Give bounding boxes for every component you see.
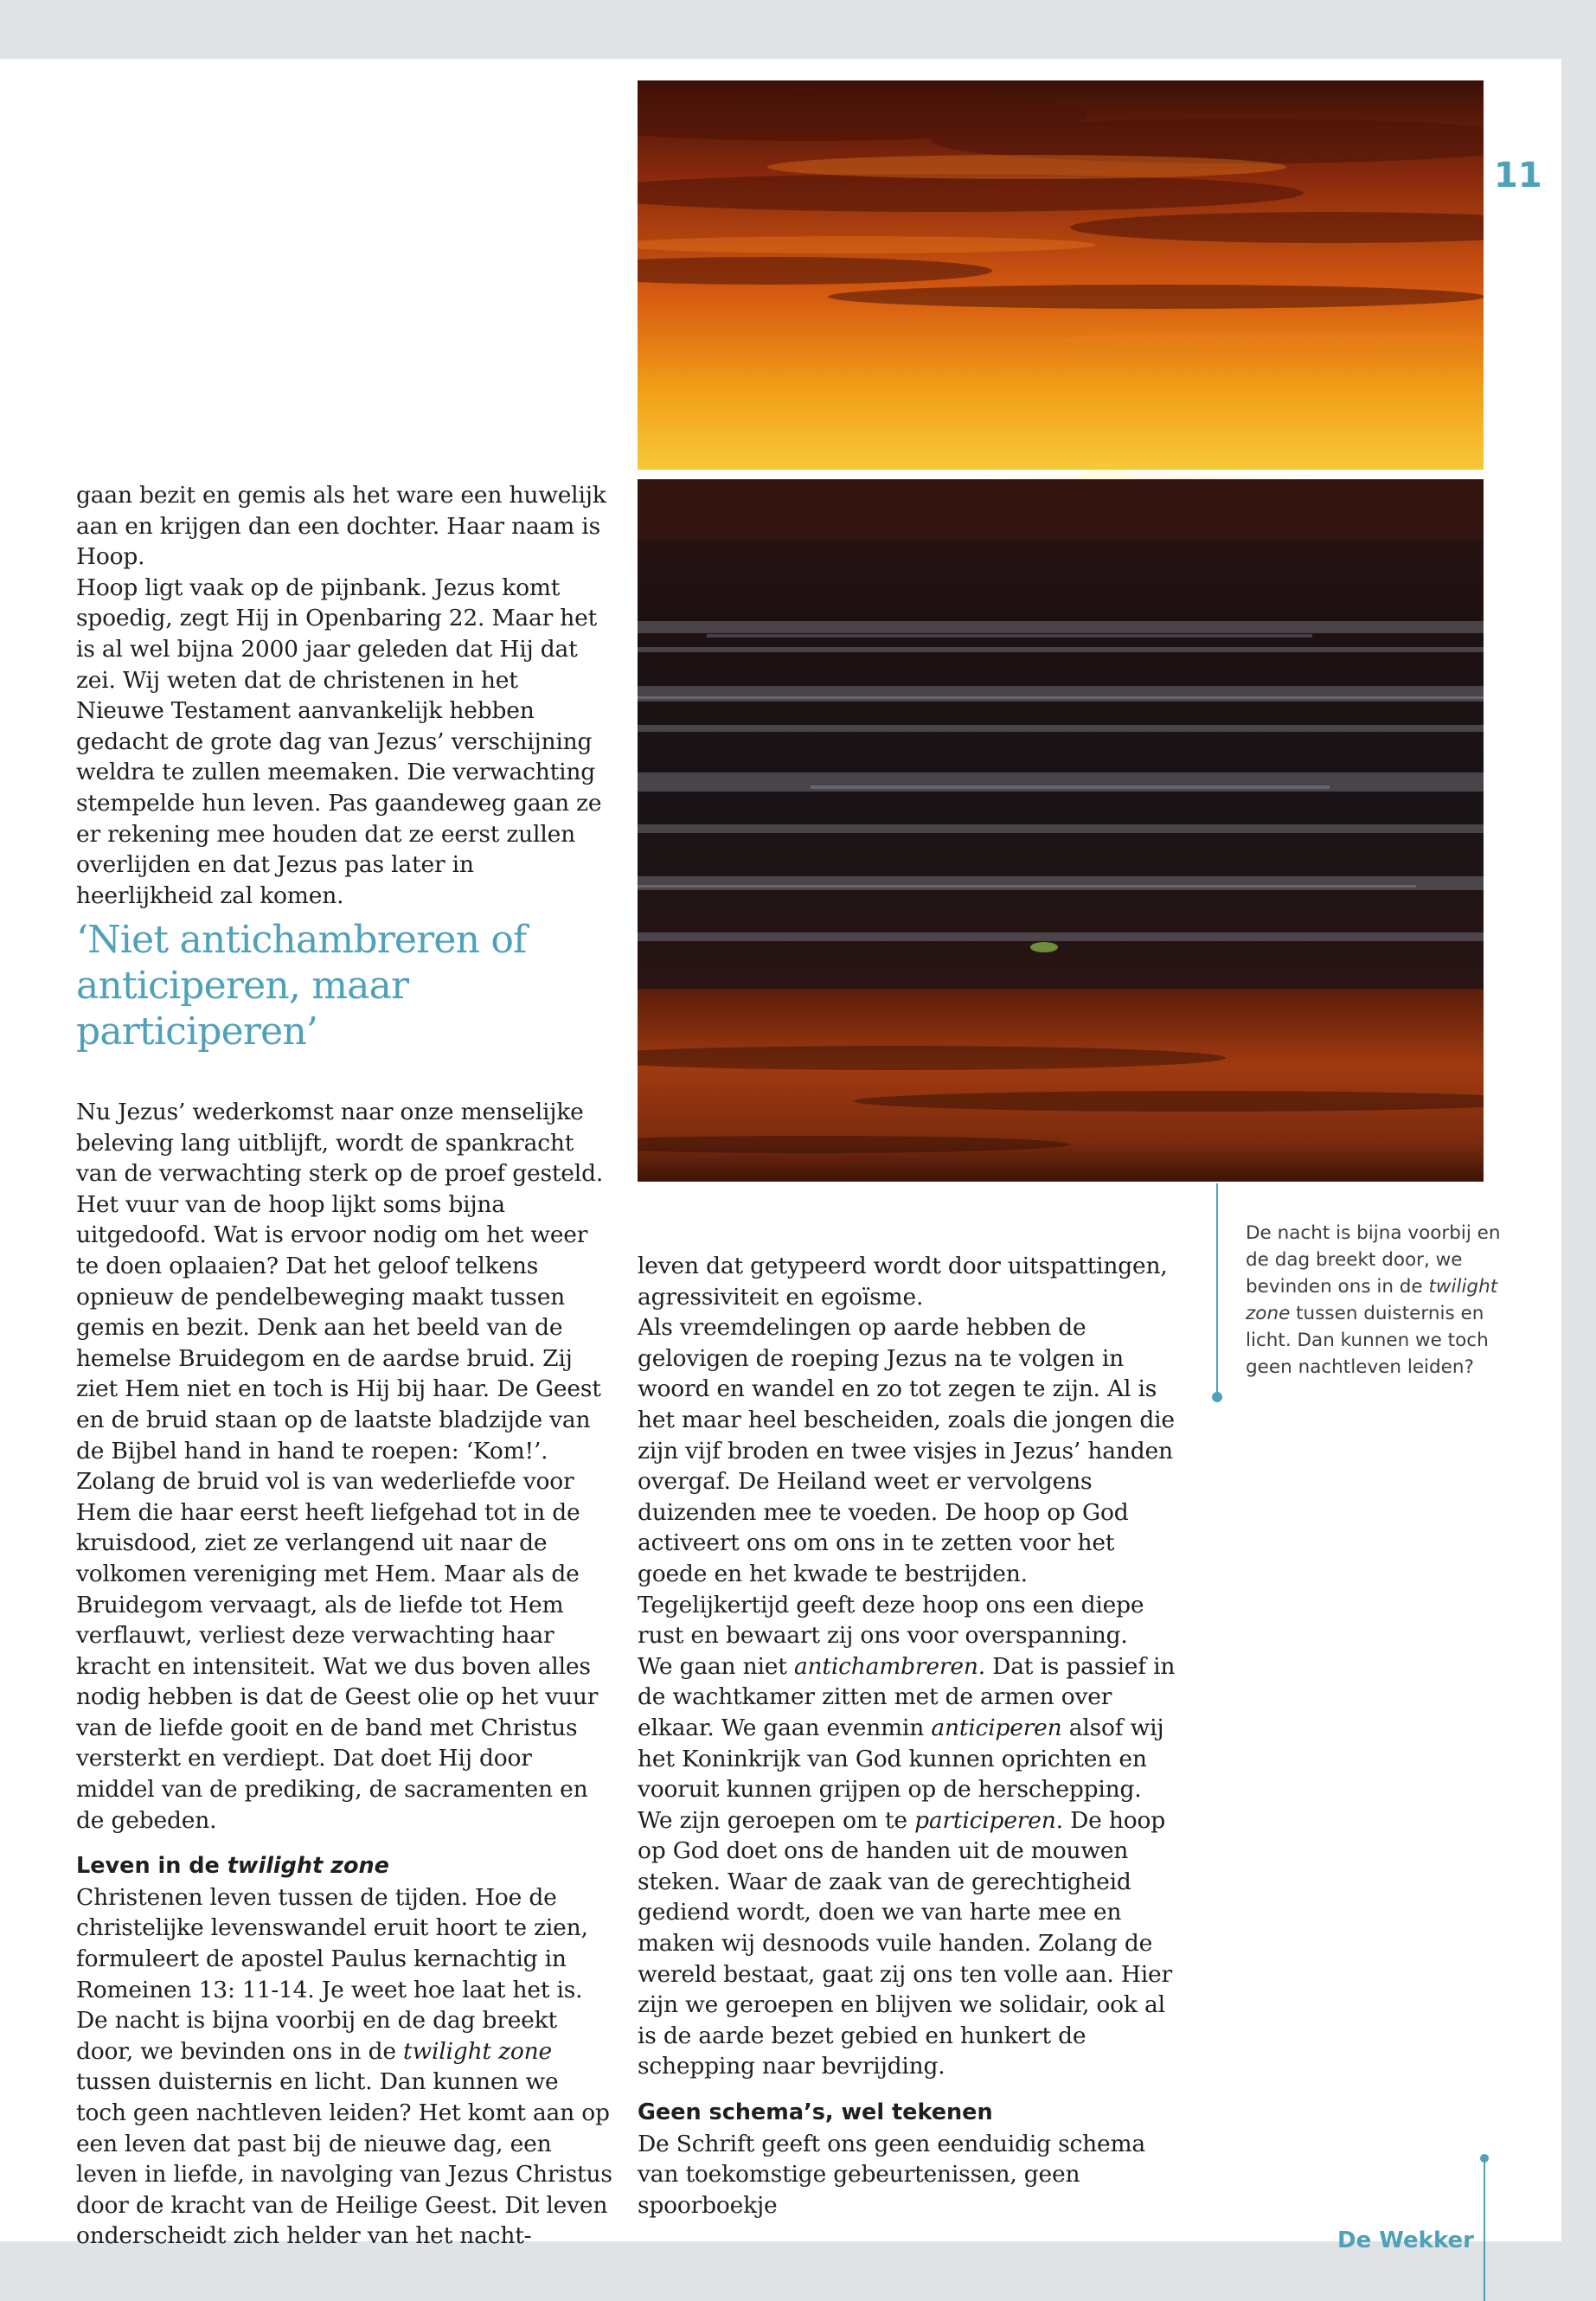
italic-text: participeren: [914, 1806, 1056, 1834]
heading-text: Leven in de: [76, 1853, 228, 1880]
paragraph: [638, 1651, 1178, 2082]
text-run: De nacht is bijna voorbij en de dag breekt door, we bevinden ons in de: [1246, 1222, 1501, 1298]
sunset-photo: [638, 80, 1484, 1182]
magazine-brand: De Wekker: [1337, 2227, 1474, 2253]
sidebar-text: [1246, 1220, 1505, 1381]
text-run: We gaan niet: [638, 1652, 794, 1680]
pull-quote: ‘Niet antichambreren of anticiperen, maar participeren’: [76, 918, 527, 1054]
text-run: tussen duisternis en licht. Dan kunnen we toch geen nachtleven leiden?: [1246, 1303, 1489, 1378]
paragraph: Hoop ligt vaak op de pijnbank. Jezus komt spoedig, zegt Hij in Openbaring 22. Maar het is al wel bijna 2000 jaar geleden dat Hij dat zei. Wij weten dat de christenen in het Nieuwe Testament aanvankelijk hebben gedacht de grote dag van Jezus’ verschijning weldra te zullen meemaken. Die verwachting stempelde hun leven. Pas gaandeweg gaan ze er rekening mee houden dat ze eerst zullen overlijden en dat Jezus pas later in heerlijkheid zal komen.: [76, 574, 602, 909]
column-1-bottom: [76, 1097, 612, 2252]
italic-text: antichambreren: [793, 1652, 978, 1680]
text-run: . Dat is passief in de wachtkamer zitten met de armen over elkaar. We gaan evenmin: [638, 1652, 1176, 1741]
italic-text: twilight zone: [403, 2037, 552, 2065]
text-run: alsof wij het Koninkrijk van God kunnen oprichten en vooruit kunnen grijpen op de herschepping. We zijn geroepen om te: [638, 1714, 1164, 1834]
footer-rule: [1484, 2159, 1485, 2301]
footer-dot: [1480, 2154, 1489, 2163]
section-heading: [76, 1851, 612, 1882]
paragraph: Als vreemdelingen op aarde hebben de gelovigen de roeping Jezus na te volgen in woord en wandel en zo tot zegen te zijn. Al is het maar heel bescheiden, zoals die jongen die zijn vijf broden en twee visjes in Jezus’ handen overgaf. De Heiland weet er vervolgens duizenden mee te voeden. De hoop op God activeert ons om ons in te zetten voor het goede en het kwade te bestrijden. Tegelijkertijd geeft deze hoop ons een diepe rust en bewaart zij ons voor overspanning.: [638, 1314, 1175, 1650]
page-number: 11: [1494, 156, 1542, 195]
italic-text: twilight zone: [1246, 1276, 1498, 1324]
sidebar-quote: [1246, 1220, 1505, 1381]
paragraph: leven dat getypeerd wordt door uitspattingen, agressiviteit en egoïsme.: [638, 1253, 1168, 1311]
heading-italic-text: twilight zone: [227, 1853, 389, 1880]
paragraph: gaan bezit en gemis als het ware een huwelijk aan en krijgen dan een dochter. Haar naam is Hoop.: [76, 482, 606, 571]
text-run: tussen duisternis en licht. Dan kunnen we toch geen nachtleven leiden? Het komt aan op een leven dat past bij de nieuwe dag, een leven in liefde, in navolging van Jezus Christus door de kracht van de Heilige Geest. Dit leven onderscheidt zich helder van het nacht-: [76, 2068, 612, 2250]
sidebar-rule: [1216, 1183, 1218, 1399]
italic-text: anticiperen: [931, 1714, 1062, 1741]
paragraph: Nu Jezus’ wederkomst naar onze menselijke beleving lang uitblijft, wordt de spankracht van de verwachting sterk op de proef gesteld. Het vuur van de hoop lijkt soms bijna uitgedoofd. Wat is ervoor nodig om het weer te doen oplaaien? Dat het geloof telkens opnieuw de pendelbeweging maakt tussen gemis en bezit. Denk aan het beeld van de hemelse Bruidegom en de aardse bruid. Zij ziet Hem niet en toch is Hij bij haar. De Geest en de bruid staan op de laatste bladzijde van de Bijbel hand in hand te roepen: ‘Kom!’. Zolang de bruid vol is van wederliefde voor Hem die haar eerst heeft liefgehad tot in de kruisdood, ziet ze verlangend uit naar de volkomen vereniging met Hem. Maar als de Bruidegom vervaagt, als de liefde tot Hem verflauwt, verliest deze verwachting haar kracht en intensiteit. Wat we dus boven alles nodig hebben is dat de Geest olie op het vuur van de liefde gooit en de band met Christus versterkt en verdiept. Dat doet Hij door middel van de prediking, de sacramenten en de gebeden.: [76, 1099, 604, 1834]
text-run: Christenen leven tussen de tijden. Hoe de christelijke levenswandel eruit hoort te zien, formuleert de apostel Paulus kernachtig in Romeinen 13: 11-14. Je weet hoe laat het is. De nacht is bijna voorbij en de dag breekt door, we bevinden ons in de: [76, 1883, 588, 2065]
column-2: [638, 1251, 1178, 2221]
paragraph: [76, 1882, 612, 2252]
section-heading: Geen schema’s, wel tekenen: [638, 2099, 993, 2126]
text-run: . De hoop op God doet ons de handen uit de mouwen steken. Waar de zaak van de gerechtigheid gediend wordt, doen we van harte mee en maken wij desnoods vuile handen. Zolang de wereld bestaat, gaat zij ons ten volle aan. Hier zijn we geroepen en blijven we solidair, ook al is de aarde bezet gebied en hunkert de schepping naar bevrijding.: [638, 1806, 1172, 2080]
sunset-over-sea-image: [638, 80, 1484, 1182]
column-1-top: [76, 480, 612, 911]
magazine-page: [0, 59, 1561, 2253]
sidebar-dot: [1212, 1392, 1222, 1402]
paragraph: De Schrift geeft ons geen eenduidig schema van toekomstige gebeurtenissen, geen spoorboekje: [638, 2130, 1145, 2219]
